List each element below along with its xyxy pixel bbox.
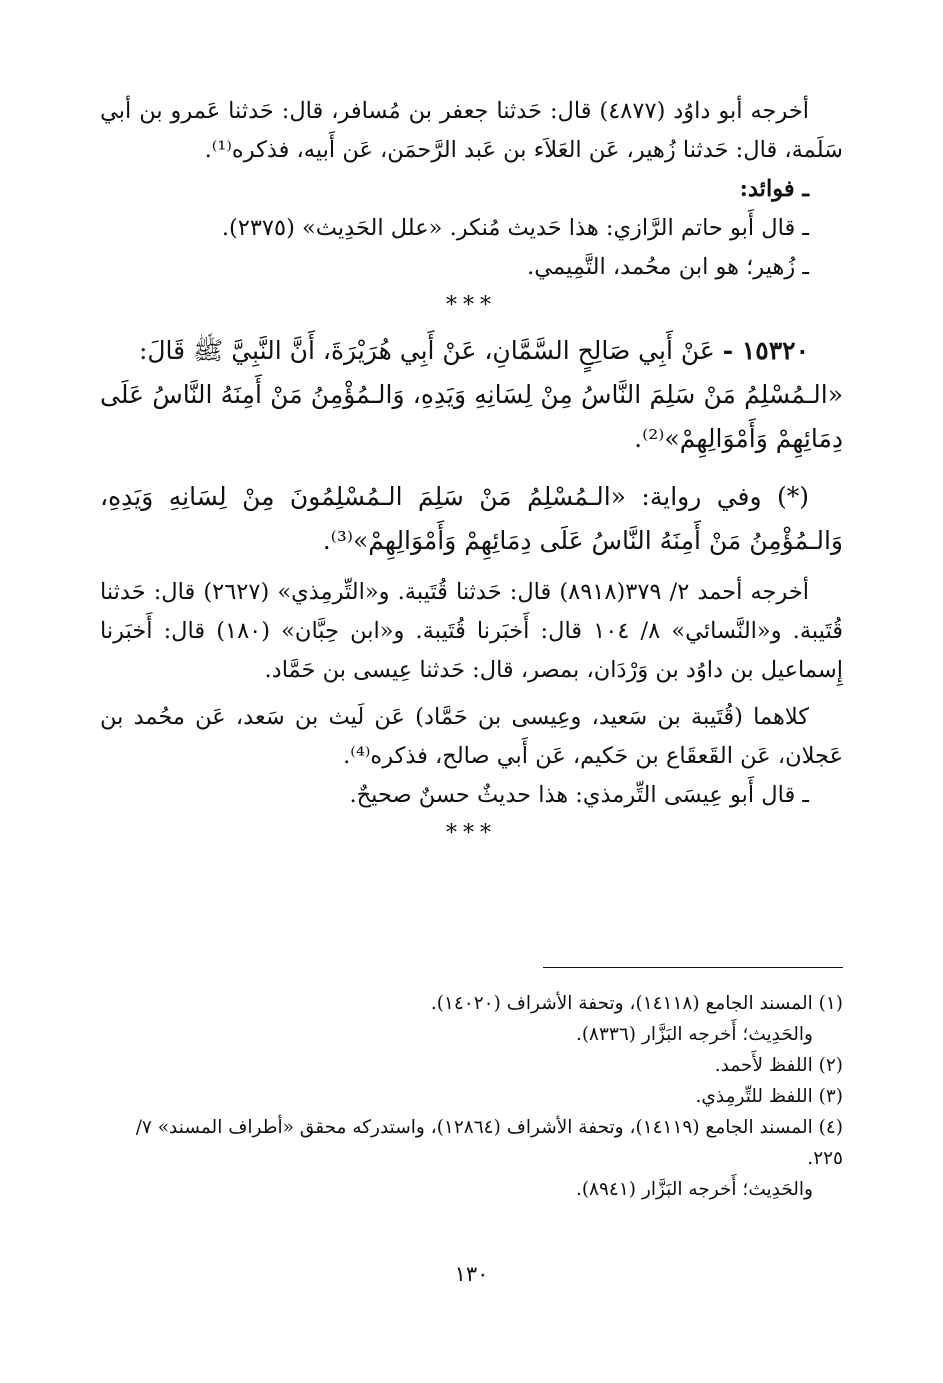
hadith-intro: عَنْ أَبِي صَالِحٍ السَّمَّانِ، عَنْ أَبِي هُرَيْرَةَ، أَنَّ النَّبِيَّ ﷺ قَالَ: [138, 336, 715, 365]
section-separator-1: *** [446, 293, 497, 318]
fawaid-note-1: ـ قال أَبو حاتم الرَّازي: هذا حَديث مُنكر. «علل الحَدِيث» (٢٣٧٥). [221, 215, 809, 241]
hadith-text: «الـمُسْلِمُ مَنْ سَلِمَ النَّاسُ مِنْ لِسَانِهِ وَيَدِهِ، وَالـمُؤْمِنُ مَنْ أَمِنَهُ النَّاسُ عَلَى دِمَائِهِمْ وَأَمْوَالِهِمْ»⁽²⁾. [100, 380, 843, 453]
page-number: ١٣٠ [454, 1262, 489, 1286]
takhrij-paragraph-3: كلاهما (قُتَيبة بن سَعيد، وعِيسى بن حَمَّاد) عَن لَيث بن سَعد، عَن محُمد بن عَجلان، عَن القَعقَاع بن حَكيم، عَن أَبي صالح، فذكره⁽⁴⁾. [100, 704, 843, 769]
footnote-1: (١) المسند الجامع (١٤١١٨)، وتحفة الأشراف (١٤٠٢٠). [430, 993, 843, 1014]
takhrij-paragraph-2: أخرجه أحمد ٢/ ٣٧٩(٨٩١٨) قال: حَدثنا قُتَيبة. و«التِّرمِذي» (٢٦٢٧) قال: حَدثنا قُتَيبة. و«النَّسائي» ٨/ ١٠٤ قال: أَخبَرنا قُتَيبة. و«ابن حِبَّان» (١٨٠) قال: أَخبَرنا إِسماعيل بن داوُد بن وَرْدَان، بمصر، قال: حَدثنا عِيسى بن حَمَّاد. [100, 579, 844, 683]
footnote-2: (٢) اللفظ لأَحمد. [714, 1055, 843, 1076]
riwaya-text: (*) وفي رواية: «الـمُسْلِمُ مَنْ سَلِمَ الـمُسْلِمُونَ مِنْ لِسَانِهِ وَيَدِهِ، وَالـمُؤْمِنُ مَنْ أَمِنَهُ النَّاسُ عَلَى دِمَائِهِمْ وَأَمْوَالِهِمْ»⁽³⁾. [100, 482, 843, 555]
hadith-number: ١٥٣٢٠ - [722, 336, 809, 365]
main-text [100, 92, 843, 853]
footnote-3: (٣) اللفظ للتِّرمِذي. [695, 1086, 843, 1107]
footnote-4: (٤) المسند الجامع (١٤١١٩)، وتحفة الأشراف (١٢٨٦٤)، واستدركه محقق «أطراف المسند» ٧/ ٢٢٥. [135, 1117, 843, 1169]
hadith-block [100, 329, 843, 461]
fawaid-note-2: ـ زُهير؛ هو ابن محُمد، التَّمِيمي. [527, 254, 809, 280]
footnote-4-continuation: والحَدِيث؛ أَخرجه البَزَّار (٨٩٤١). [575, 1179, 813, 1200]
takhrij-paragraph-1: أخرجه أبو داوُد (٤٨٧٧) قال: حَدثنا جعفر بن مُسافر، قال: حَدثنا عَمرو بن أبي سَلَمة، قال: حَدثنا زُهير، عَن العَلاَء بن عَبد الرَّحمَن، عَن أَبيه، فذكره⁽¹⁾. [100, 98, 843, 163]
tirmidhi-note: ـ قال أَبو عِيسَى التِّرمذي: هذا حديثٌ حسنٌ صحيحٌ. [349, 782, 809, 808]
fawaid-heading: ـ فوائد: [739, 176, 809, 202]
footnote-1-continuation: والحَدِيث؛ أَخرجه البَزَّار (٨٣٣٦). [575, 1024, 813, 1045]
section-separator-2: *** [446, 821, 497, 846]
footnote-divider [543, 967, 843, 968]
footnotes [100, 988, 843, 1205]
